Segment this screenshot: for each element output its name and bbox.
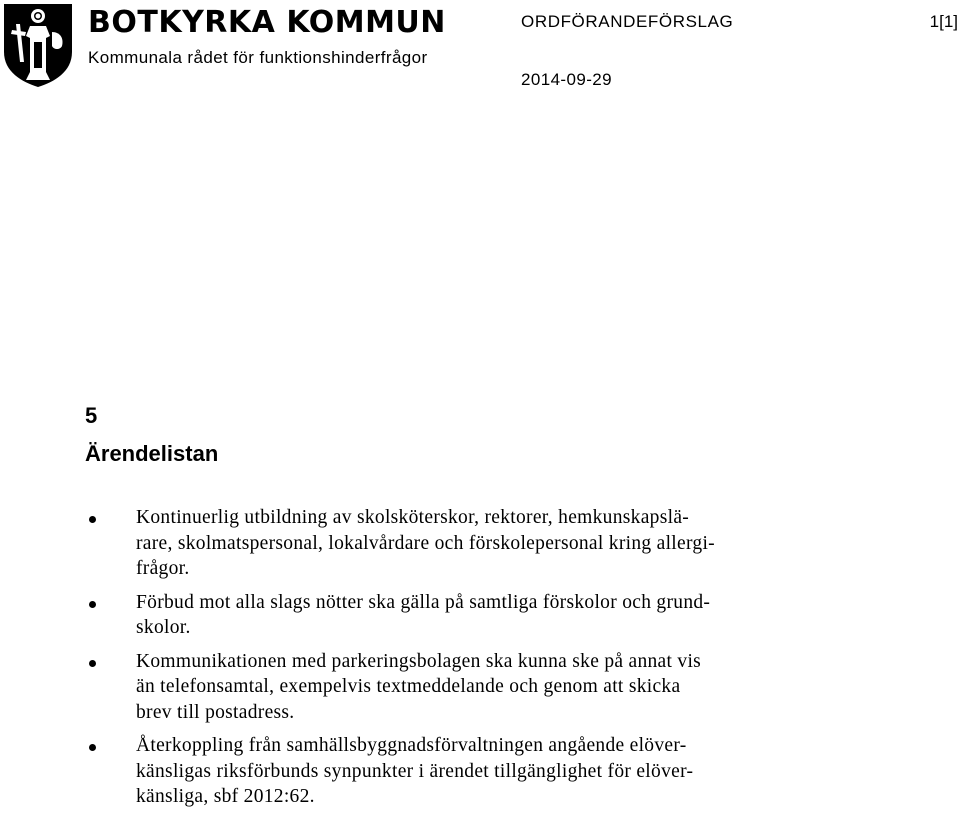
text-line: skolor. [136, 617, 191, 638]
bullet-item [0, 733, 960, 810]
bullet-icon [89, 660, 96, 667]
document-date: 2014-09-29 [521, 70, 612, 89]
text-line: Förbud mot alla slags nötter ska gälla på samtliga förskolor och grund- [136, 591, 711, 613]
text-line: rare, skolmatspersonal, lokalvårdare och förskolepersonal kring allergi- [136, 532, 715, 554]
text-line: frågor. [136, 558, 190, 579]
bullet-item [0, 649, 960, 726]
bullet-icon [89, 516, 96, 523]
bullet-list [0, 505, 960, 818]
council-name: Kommunala rådet för funktionshinderfrågor [88, 48, 428, 67]
text-line: känsliga, sbf 2012:62. [136, 786, 315, 807]
bullet-text [136, 733, 816, 810]
bullet-icon [89, 744, 96, 751]
item-number: 5 [85, 403, 98, 428]
item-title: Ärendelistan [85, 441, 219, 466]
text-line: än telefonsamtal, exempelvis textmeddelande och genom att skicka [136, 676, 681, 697]
organization-name: BOTKYRKA KOMMUN [88, 5, 446, 40]
text-line: Återkoppling från samhällsbyggnadsförvaltningen angående elöver- [136, 735, 687, 756]
coat-of-arms-icon [2, 2, 74, 88]
document-type: ORDFÖRANDEFÖRSLAG [521, 12, 734, 31]
bullet-text [136, 649, 816, 726]
bullet-text [136, 505, 816, 582]
bullet-item [0, 505, 960, 582]
text-line: brev till postadress. [136, 701, 295, 723]
bullet-text [136, 590, 816, 641]
text-line: Kommunikationen med parkeringsbolagen ska kunna ske på annat vis [136, 650, 702, 672]
bullet-item [0, 590, 960, 641]
text-line: känsligas riksförbunds synpunkter i ärendet tillgänglighet för elöver- [136, 760, 694, 782]
text-line: Kontinuerlig utbildning av skolsköterskor, rektorer, hemkunskapslä- [136, 507, 690, 528]
page-number: 1[1] [929, 12, 958, 31]
bullet-icon [89, 601, 96, 608]
